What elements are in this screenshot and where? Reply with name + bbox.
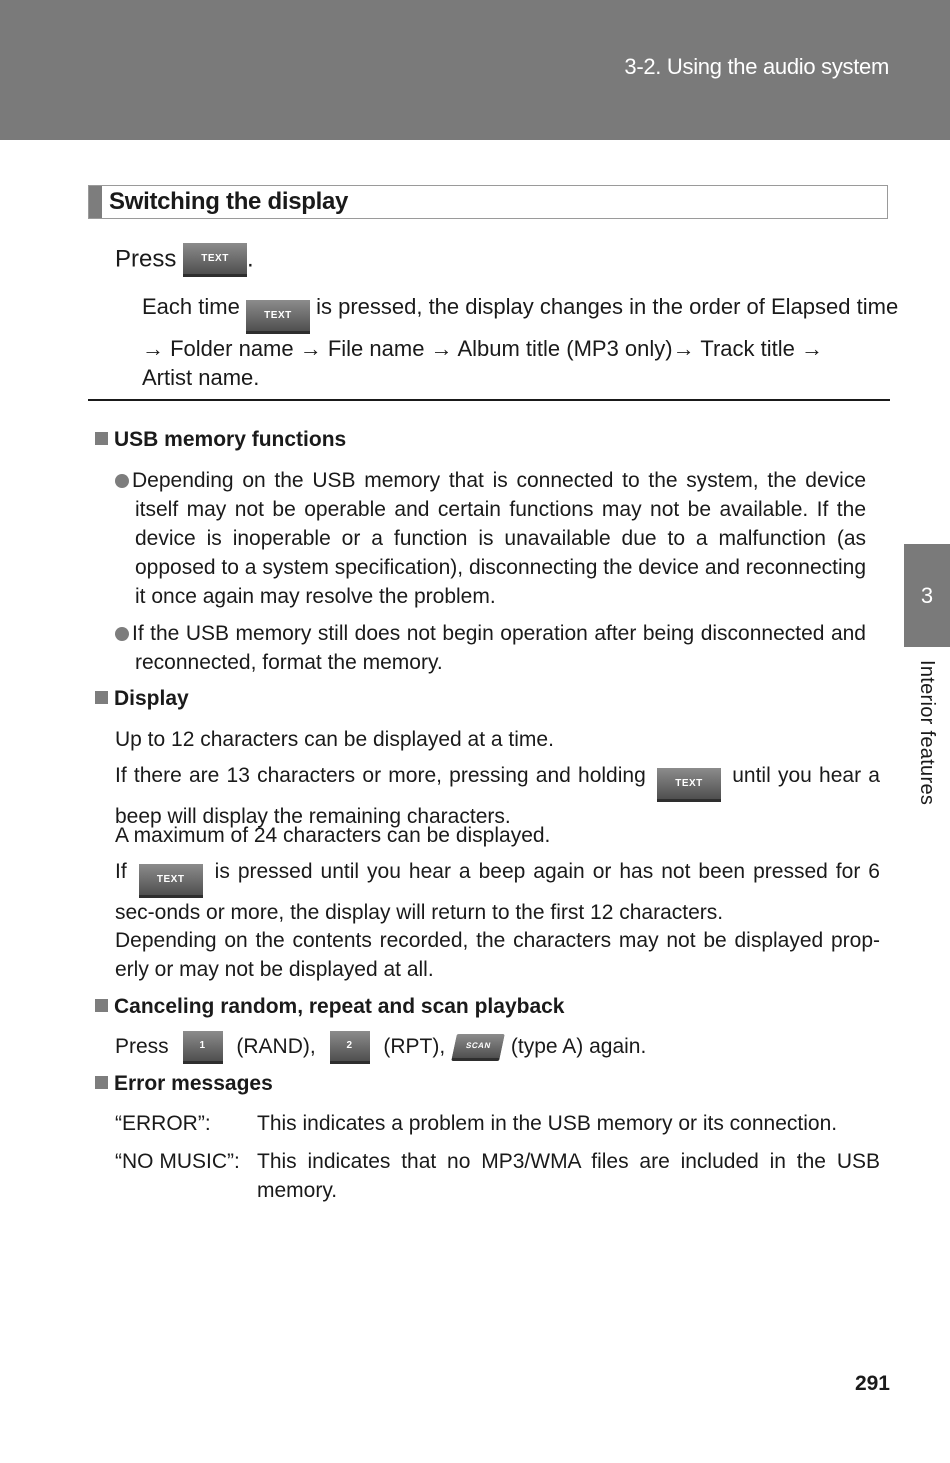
text-button-icon: TEXT bbox=[657, 768, 721, 802]
cancel-heading: Canceling random, repeat and scan playback bbox=[95, 995, 565, 1019]
chapter-title: 3-2. Using the audio system bbox=[624, 54, 889, 79]
section-title: Switching the display bbox=[109, 188, 349, 215]
display-p5: Depending on the contents recorded, the characters may not be displayed prop-erly or may not be displayed at all. bbox=[115, 929, 880, 981]
header-band bbox=[0, 0, 950, 140]
chapter-tab-label: Interior features bbox=[916, 660, 938, 806]
scan-button-icon: SCAN bbox=[451, 1034, 505, 1061]
error-code: “NO MUSIC”: bbox=[115, 1150, 240, 1173]
usb-bullet-2: If the USB memory still does not begin operation after being disconnected and reconnected, format the memory. bbox=[115, 619, 866, 677]
display-p3: A maximum of 24 characters can be displayed. bbox=[115, 824, 551, 847]
press-label: Press bbox=[115, 245, 177, 273]
error-row bbox=[115, 1109, 880, 1138]
each-time-paragraph bbox=[142, 292, 899, 392]
display-p4: If TEXT is pressed until you hear a beep again or has not been pressed for 6 sec-onds or more, the display will return to the first 12 characters. bbox=[115, 860, 880, 924]
chapter-tab bbox=[904, 544, 950, 647]
text-button-icon: TEXT bbox=[246, 300, 310, 334]
cancel-instruction: Press 1 (RAND), 2 (RPT), SCAN (type A) again. bbox=[115, 1031, 646, 1064]
page-number: 291 bbox=[854, 1372, 890, 1395]
text-button-icon: TEXT bbox=[183, 243, 247, 277]
round-bullet-icon bbox=[115, 474, 129, 488]
errors-heading: Error messages bbox=[95, 1072, 273, 1096]
display-p2: If there are 13 characters or more, pressing and holding TEXT until you hear a beep will display the remaining characters. bbox=[115, 764, 880, 828]
usb-bullet-1: Depending on the USB memory that is connected to the system, the device itself may not be operable and certain functions may not be available. If the device is inoperable or a function is unavailable due to a malfunction (as opposed to a system specification), disconnecting the device and reconnecting it once again may resolve the problem. bbox=[115, 466, 866, 611]
divider-rule bbox=[88, 399, 890, 401]
section-heading-bar bbox=[89, 186, 102, 218]
error-code: “ERROR”: bbox=[115, 1112, 211, 1135]
each-time-before: Each time bbox=[142, 294, 240, 319]
display-heading: Display bbox=[95, 687, 189, 711]
press-period: . bbox=[247, 245, 254, 273]
section-heading bbox=[88, 185, 888, 219]
error-description: This indicates that no MP3/WMA files are included in the USB memory. bbox=[257, 1150, 880, 1202]
preset-2-button-icon: 2 bbox=[330, 1031, 370, 1064]
usb-heading: USB memory functions bbox=[95, 428, 346, 452]
error-row bbox=[115, 1147, 880, 1205]
square-bullet-icon bbox=[95, 1076, 108, 1089]
square-bullet-icon bbox=[95, 691, 108, 704]
press-line bbox=[115, 243, 254, 277]
text-button-icon: TEXT bbox=[139, 864, 203, 898]
square-bullet-icon bbox=[95, 999, 108, 1012]
preset-1-button-icon: 1 bbox=[183, 1031, 223, 1064]
error-description: This indicates a problem in the USB memory or its connection. bbox=[257, 1112, 838, 1135]
display-p1: Up to 12 characters can be displayed at a time. bbox=[115, 728, 554, 751]
chapter-number: 3 bbox=[920, 582, 934, 608]
square-bullet-icon bbox=[95, 432, 108, 445]
round-bullet-icon bbox=[115, 627, 129, 641]
each-time-after: is pressed, the display changes in the order of Elapsed time bbox=[316, 294, 899, 319]
display-order-end: Artist name. bbox=[142, 365, 260, 390]
display-order-line: → Folder name → File name → Album title (MP3 only)→ Track title → bbox=[142, 336, 823, 361]
